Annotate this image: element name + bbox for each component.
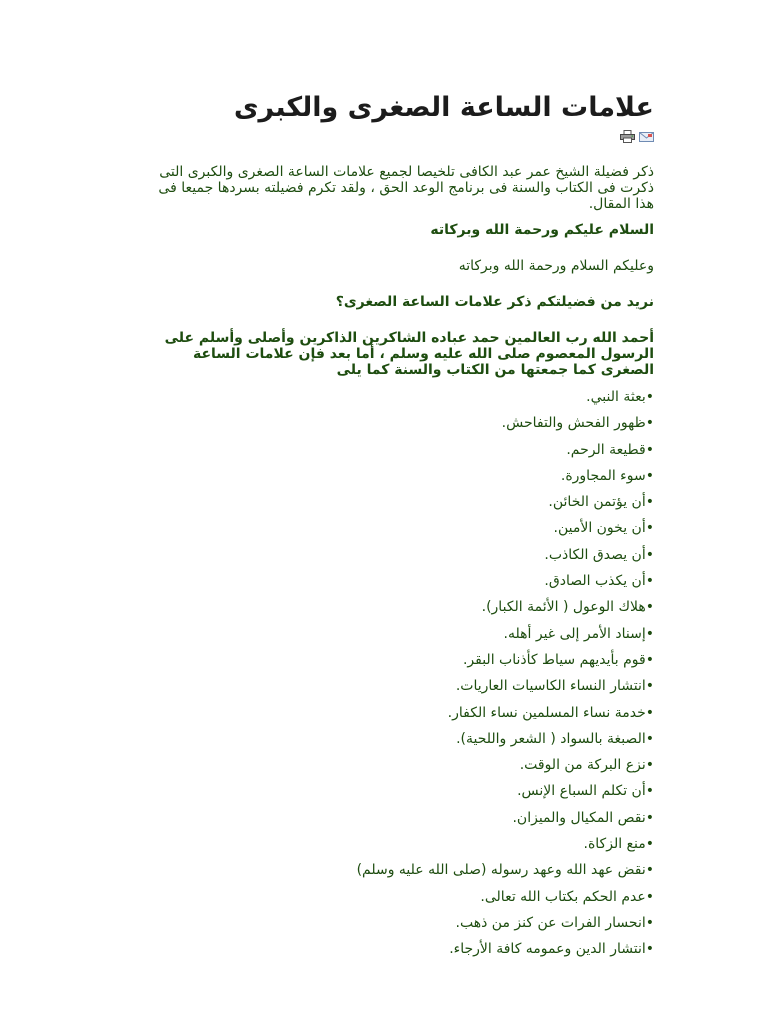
list-item bbox=[136, 621, 654, 647]
list-item-text: عدم الحكم بكتاب الله تعالى. bbox=[480, 888, 646, 905]
print-icon[interactable] bbox=[620, 128, 635, 141]
list-item-text: قطيعة الرحم. bbox=[566, 441, 646, 458]
list-item-text: الصبغة بالسواد ( الشعر واللحية). bbox=[456, 730, 646, 747]
bullet-icon: • bbox=[645, 651, 654, 668]
list-item bbox=[136, 647, 654, 673]
article bbox=[136, 88, 654, 963]
list-item-text: أن تكلم السباع الإنس. bbox=[517, 783, 646, 800]
list-item bbox=[136, 542, 654, 568]
bullet-icon: • bbox=[645, 941, 654, 958]
list-item bbox=[136, 857, 654, 883]
list-item-text: خدمة نساء المسلمين نساء الكفار. bbox=[447, 704, 646, 721]
bullet-icon: • bbox=[645, 467, 654, 484]
list-item bbox=[136, 700, 654, 726]
list-item bbox=[136, 463, 654, 489]
list-item-text: إسناد الأمر إلى غير أهله. bbox=[503, 625, 646, 642]
list-item-text: قوم بأيديهم سياط كأذناب البقر. bbox=[462, 651, 646, 668]
greeting-reply: وعليكم السلام ورحمة الله وبركاته bbox=[458, 258, 654, 274]
list-item bbox=[136, 910, 654, 936]
list-item bbox=[136, 489, 654, 515]
list-item bbox=[136, 410, 654, 436]
list-item bbox=[136, 726, 654, 752]
bullet-icon: • bbox=[645, 862, 654, 879]
page-title: علامات الساعة الصغرى والكبرى bbox=[233, 92, 654, 123]
signs-list bbox=[136, 384, 654, 963]
bullet-icon: • bbox=[645, 914, 654, 931]
bullet-icon: • bbox=[645, 678, 654, 695]
intro-paragraph: ذكر فضيلة الشيخ عمر عبد الكافى تلخيصا لجميع علامات الساعة الصغرى والكبرى التى ذكرت فى الكتاب والسنة فى برنامج الوعد الحق ، ولقد تكرم فضيلته بسردها جميعا فى هذا المقال. bbox=[158, 164, 654, 212]
answer-paragraph: أحمد الله رب العالمين حمد عباده الشاكرين الذاكرين وأصلى وأسلم على الرسول المعصوم صلى الله عليه وسلم ، أما بعد فإن علامات الساعة الصغرى كما جمعتها من الكتاب والسنة كما يلى bbox=[164, 330, 654, 378]
bullet-icon: • bbox=[645, 415, 654, 432]
list-item bbox=[136, 884, 654, 910]
list-item-text: أن يخون الأمين. bbox=[553, 520, 646, 537]
list-item bbox=[136, 752, 654, 778]
list-item-text: بعثة النبي. bbox=[586, 389, 646, 405]
bullet-icon: • bbox=[645, 704, 654, 721]
bullet-icon: • bbox=[645, 757, 654, 774]
bullet-icon: • bbox=[645, 809, 654, 826]
article-tools bbox=[136, 128, 654, 144]
bullet-icon: • bbox=[645, 836, 654, 853]
bullet-icon: • bbox=[645, 441, 654, 458]
list-item-text: نقص المكيال والميزان. bbox=[512, 809, 646, 826]
list-item-text: انتشار النساء الكاسيات العاريات. bbox=[455, 678, 646, 695]
list-item bbox=[136, 437, 654, 463]
list-item-text: أن يؤتمن الخائن. bbox=[548, 494, 646, 511]
list-item bbox=[136, 831, 654, 857]
bullet-icon: • bbox=[645, 888, 654, 905]
list-item bbox=[136, 515, 654, 541]
list-item-text: انحسار الفرات عن كنز من ذهب. bbox=[455, 914, 646, 931]
list-item bbox=[136, 673, 654, 699]
list-item bbox=[136, 936, 654, 962]
bullet-icon: • bbox=[645, 730, 654, 747]
question: نريد من فضيلتكم ذكر علامات الساعة الصغرى؟ bbox=[335, 294, 654, 310]
list-item-text: نزع البركة من الوقت. bbox=[519, 757, 646, 774]
list-item-text: ظهور الفحش والتفاحش. bbox=[501, 415, 646, 432]
list-item bbox=[136, 805, 654, 831]
list-item-text: هلاك الوعول ( الأئمة الكبار). bbox=[481, 599, 646, 616]
list-item-text: أن يكذب الصادق. bbox=[544, 573, 646, 590]
bullet-icon: • bbox=[645, 494, 654, 511]
list-item bbox=[136, 778, 654, 804]
list-item bbox=[136, 568, 654, 594]
list-item-text: انتشار الدين وعمومه كافة الأرجاء. bbox=[449, 941, 646, 958]
bullet-icon: • bbox=[645, 625, 654, 642]
list-item bbox=[136, 594, 654, 620]
list-item-text: منع الزكاة. bbox=[583, 836, 646, 853]
bullet-icon: • bbox=[645, 546, 654, 563]
list-item-text: أن يصدق الكاذب. bbox=[544, 546, 646, 563]
bullet-icon: • bbox=[645, 783, 654, 800]
bullet-icon: • bbox=[645, 573, 654, 590]
greeting: السلام عليكم ورحمة الله وبركاته bbox=[430, 222, 654, 238]
bullet-icon: • bbox=[645, 520, 654, 537]
bullet-icon: • bbox=[645, 599, 654, 616]
list-item-text: نقض عهد الله وعهد رسوله (صلى الله عليه وسلم) bbox=[356, 862, 646, 879]
list-item-text: سوء المجاورة. bbox=[560, 467, 646, 484]
bullet-icon: • bbox=[645, 389, 654, 405]
list-item bbox=[136, 384, 654, 410]
email-icon[interactable] bbox=[639, 128, 654, 141]
